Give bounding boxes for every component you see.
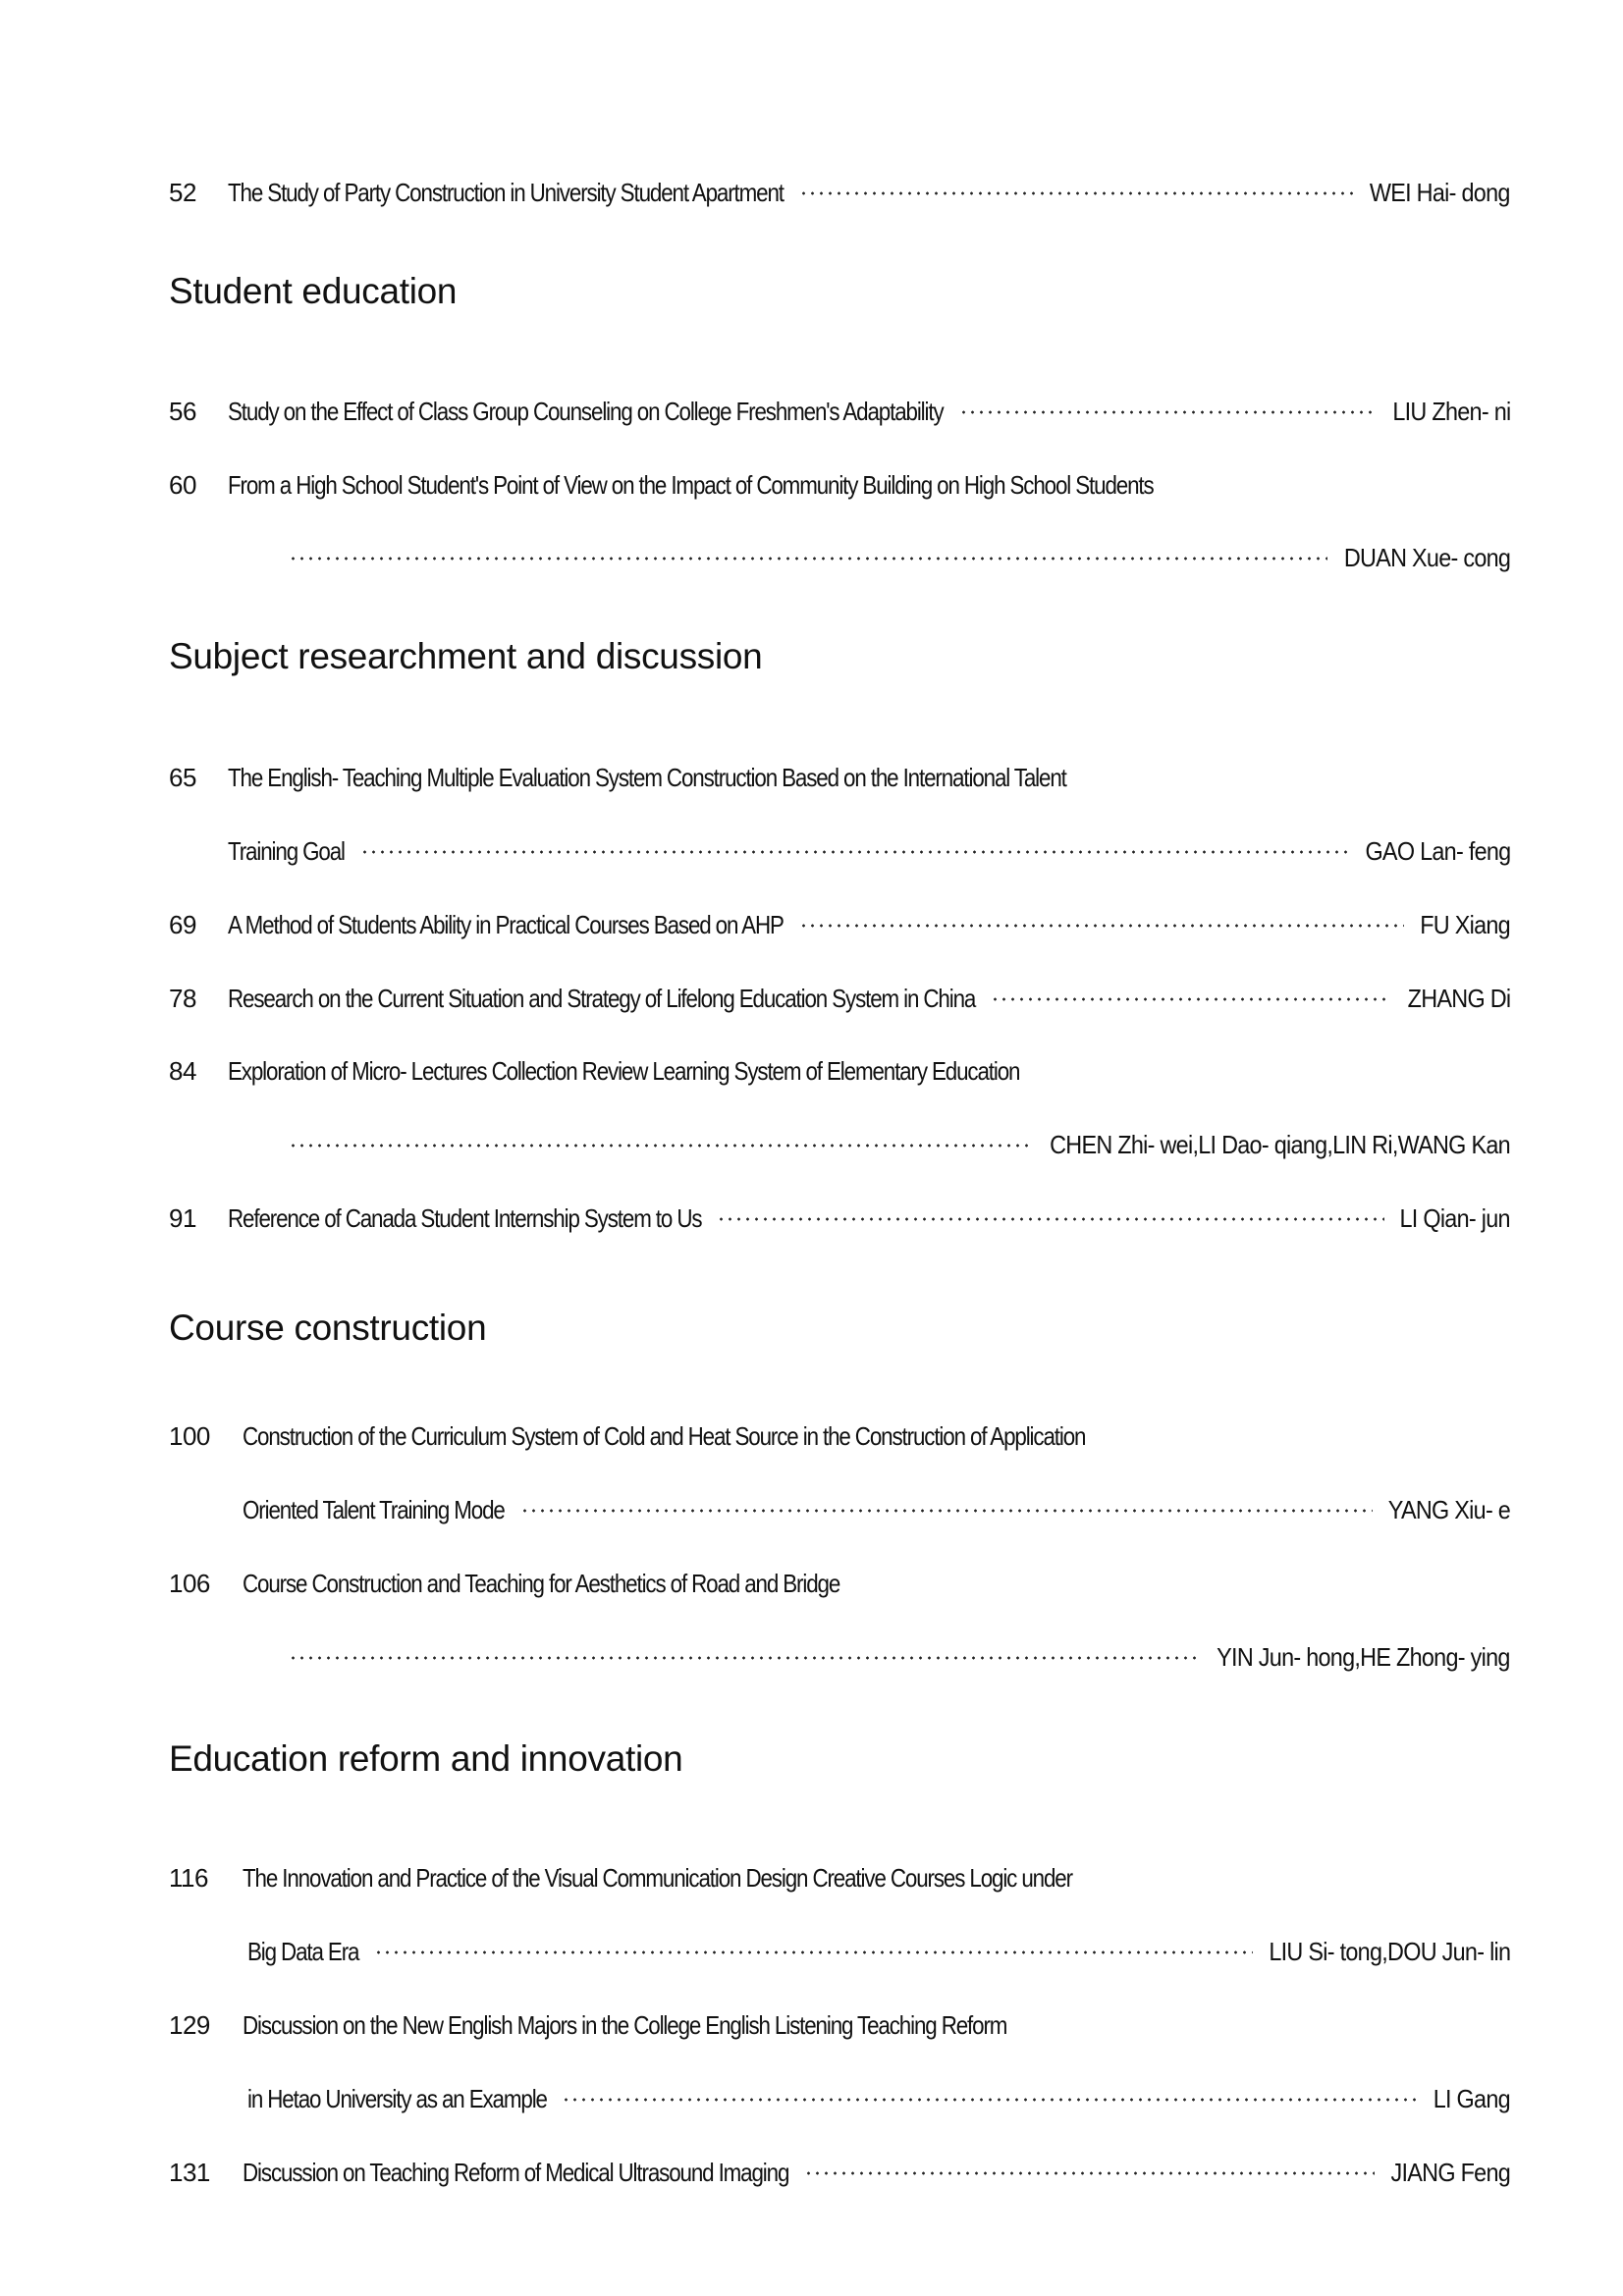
article-author: YANG Xiu- e bbox=[1387, 1494, 1510, 1524]
article-author: JIANG Feng bbox=[1390, 2157, 1510, 2187]
article-author: LI Qian- jun bbox=[1399, 1202, 1510, 1233]
page-number: 131 bbox=[169, 2157, 210, 2187]
dot-leader bbox=[804, 2171, 1375, 2175]
toc-entry[interactable] bbox=[169, 1564, 1510, 1603]
toc-entry[interactable] bbox=[169, 1416, 1510, 1456]
toc-entry[interactable] bbox=[169, 1199, 1510, 1238]
article-author: CHEN Zhi- wei,LI Dao- qiang,LIN Ri,WANG Kan bbox=[1050, 1129, 1510, 1159]
page-number: 100 bbox=[169, 1420, 210, 1451]
page-number: 52 bbox=[169, 177, 196, 207]
article-title-line1: Construction of the Curriculum System of Cold and Heat Source in the Construction of Application bbox=[243, 1420, 1086, 1451]
article-title-line2: Oriented Talent Training Mode bbox=[243, 1494, 505, 1524]
article-title: Discussion on Teaching Reform of Medical Ultrasound Imaging bbox=[243, 2157, 789, 2187]
article-title: Reference of Canada Student Internship System to Us bbox=[228, 1202, 702, 1233]
toc-entry-continuation bbox=[169, 1932, 1510, 1971]
page-number: 56 bbox=[169, 396, 196, 426]
section-heading: Course construction bbox=[169, 1308, 487, 1348]
toc-entry[interactable] bbox=[169, 979, 1510, 1018]
toc-entry[interactable] bbox=[169, 905, 1510, 944]
toc-entry-continuation bbox=[169, 1637, 1510, 1677]
dot-leader bbox=[360, 850, 1348, 854]
dot-leader bbox=[520, 1509, 1373, 1513]
article-title-line2: Big Data Era bbox=[247, 1936, 359, 1966]
section-heading: Education reform and innovation bbox=[169, 1738, 683, 1779]
article-title: Exploration of Micro- Lectures Collection Review Learning System of Elementary Education bbox=[228, 1055, 1020, 1086]
dot-leader bbox=[289, 1144, 1034, 1148]
toc-entry[interactable] bbox=[169, 1858, 1510, 1897]
article-author: ZHANG Di bbox=[1407, 983, 1510, 1013]
dot-leader bbox=[959, 410, 1377, 414]
article-title: A Method of Students Ability in Practical Courses Based on AHP bbox=[228, 909, 784, 939]
article-author: GAO Lan- feng bbox=[1364, 835, 1510, 866]
toc-entry-continuation bbox=[169, 831, 1510, 871]
dot-leader bbox=[374, 1950, 1253, 1954]
section-heading: Student education bbox=[169, 271, 458, 311]
toc-entry[interactable] bbox=[169, 173, 1510, 212]
toc-entry-continuation bbox=[169, 1125, 1510, 1164]
article-title: From a High School Student's Point of View on the Impact of Community Building on High School Students bbox=[228, 469, 1154, 500]
article-author: YIN Jun- hong,HE Zhong- ying bbox=[1217, 1641, 1510, 1672]
article-title-line2: in Hetao University as an Example bbox=[247, 2083, 547, 2113]
toc-entry[interactable] bbox=[169, 465, 1510, 505]
article-author: LI Gang bbox=[1433, 2083, 1510, 2113]
page-number: 91 bbox=[169, 1202, 196, 1233]
dot-leader bbox=[289, 557, 1327, 561]
toc-entry[interactable] bbox=[169, 1051, 1510, 1091]
dot-leader bbox=[799, 924, 1404, 928]
toc-entry-continuation bbox=[169, 2079, 1510, 2118]
toc-entry[interactable] bbox=[169, 2005, 1510, 2045]
dot-leader bbox=[799, 191, 1355, 195]
article-author: LIU Zhen- ni bbox=[1391, 396, 1510, 426]
toc-entry[interactable] bbox=[169, 758, 1510, 797]
article-author: LIU Si- tong,DOU Jun- lin bbox=[1269, 1936, 1510, 1966]
article-title-line1: Discussion on the New English Majors in the College English Listening Teaching Reform bbox=[243, 2009, 1007, 2040]
dot-leader bbox=[717, 1217, 1383, 1221]
page-number: 78 bbox=[169, 983, 196, 1013]
dot-leader bbox=[991, 997, 1390, 1001]
toc-entry-continuation bbox=[169, 538, 1510, 577]
toc-entry[interactable] bbox=[169, 392, 1510, 431]
article-title: Course Construction and Teaching for Aesthetics of Road and Bridge bbox=[243, 1568, 840, 1598]
dot-leader bbox=[562, 2098, 1417, 2102]
page-number: 129 bbox=[169, 2009, 210, 2040]
page-number: 69 bbox=[169, 909, 196, 939]
section-heading: Subject researchment and discussion bbox=[169, 636, 763, 676]
article-title: Study on the Effect of Class Group Counseling on College Freshmen's Adaptability bbox=[228, 396, 944, 426]
toc-entry[interactable] bbox=[169, 2153, 1510, 2192]
article-title-line1: The Innovation and Practice of the Visual Communication Design Creative Courses Logic under bbox=[243, 1862, 1072, 1893]
article-title: The Study of Party Construction in University Student Apartment bbox=[228, 177, 784, 207]
article-author: DUAN Xue- cong bbox=[1343, 542, 1510, 572]
page-number: 116 bbox=[169, 1862, 208, 1893]
toc-entry-continuation bbox=[169, 1490, 1510, 1529]
article-title-line1: The English- Teaching Multiple Evaluation System Construction Based on the International Talent bbox=[228, 762, 1066, 792]
dot-leader bbox=[289, 1656, 1202, 1660]
page-number: 65 bbox=[169, 762, 196, 792]
article-title: Research on the Current Situation and Strategy of Lifelong Education System in China bbox=[228, 983, 976, 1013]
article-author: FU Xiang bbox=[1420, 909, 1510, 939]
article-title-line2: Training Goal bbox=[228, 835, 345, 866]
page-number: 60 bbox=[169, 469, 196, 500]
page-number: 106 bbox=[169, 1568, 210, 1598]
article-author: WEI Hai- dong bbox=[1370, 177, 1510, 207]
page-number: 84 bbox=[169, 1055, 196, 1086]
